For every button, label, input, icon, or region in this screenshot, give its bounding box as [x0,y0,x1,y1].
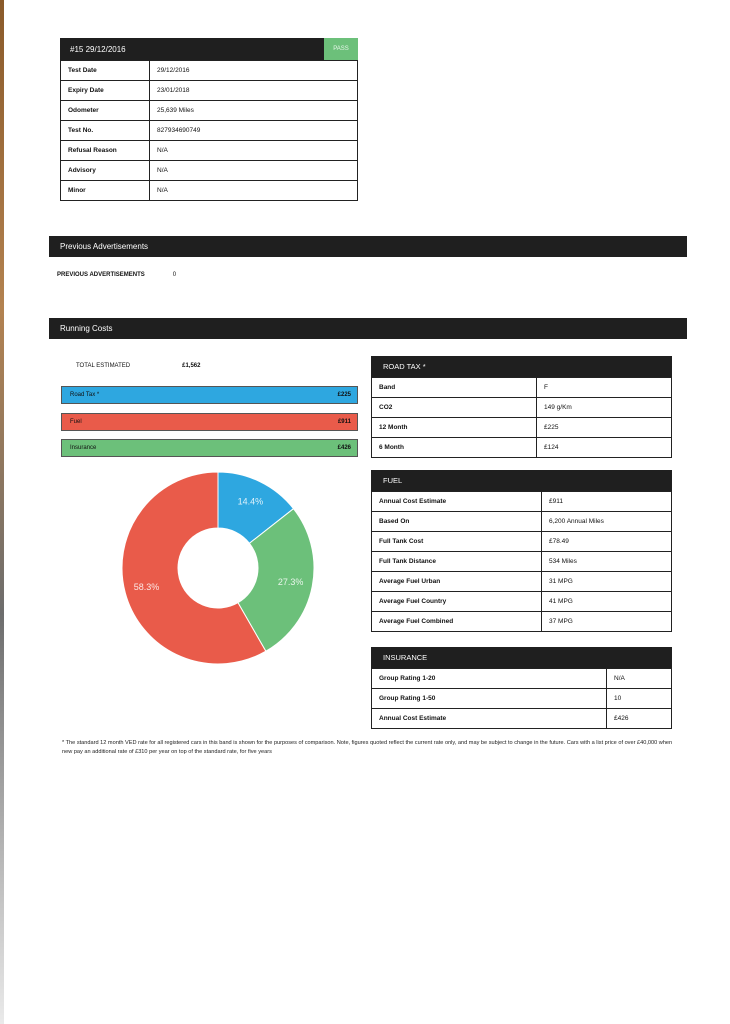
row-label: Test Date [61,61,150,81]
table-row [372,689,672,709]
running-costs-donut-chart [120,471,320,665]
previous-ads-row [57,272,176,278]
total-value: £1,562 [182,363,201,369]
table-row [61,141,358,161]
row-label: Expiry Date [61,81,150,101]
table-row [372,532,672,552]
row-value: N/A [150,161,358,181]
bar-value: £426 [337,445,351,451]
table-row [372,492,672,512]
row-label: Annual Cost Estimate [372,709,607,729]
row-label: Average Fuel Country [372,592,542,612]
row-label: Advisory [61,161,150,181]
road-tax-title: ROAD TAX * [371,356,672,377]
row-label: CO2 [372,398,537,418]
fuel-panel [371,470,672,632]
row-label: Based On [372,512,542,532]
fuel-title: FUEL [371,470,672,491]
previous-ads-count: 0 [172,272,177,278]
running-costs-header: Running Costs [49,318,687,339]
insurance-cost-bar [61,439,358,457]
paper-edge [0,0,4,1024]
table-row [372,612,672,632]
row-value: 25,639 Miles [150,101,358,121]
mot-status-badge: PASS [324,38,358,60]
total-estimated [76,363,200,369]
donut-label-road-tax: 14.4% [237,496,264,507]
total-label: TOTAL ESTIMATED [76,363,131,369]
row-label: Minor [61,181,150,201]
row-label: Test No. [61,121,150,141]
row-label: 12 Month [372,418,537,438]
table-row [372,709,672,729]
donut-label-fuel: 58.3% [133,582,160,593]
table-row [372,572,672,592]
bar-label: Fuel [70,419,82,425]
previous-ads-label: PREVIOUS ADVERTISEMENTS [57,272,145,278]
row-value: 827934690749 [150,121,358,141]
row-value: £911 [542,492,672,512]
previous-ads-header: Previous Advertisements [49,236,687,257]
mot-details-table [60,60,358,201]
row-value: N/A [150,181,358,201]
row-label: Full Tank Distance [372,552,542,572]
table-row [372,418,672,438]
row-value: F [537,378,672,398]
row-value: £124 [537,438,672,458]
row-value: 41 MPG [542,592,672,612]
table-row [372,398,672,418]
row-value: N/A [150,141,358,161]
row-label: Group Rating 1-20 [372,669,607,689]
row-value: 534 Miles [542,552,672,572]
insurance-panel [371,647,672,729]
table-row [372,552,672,572]
row-label: 6 Month [372,438,537,458]
row-label: Average Fuel Combined [372,612,542,632]
row-value: 10 [607,689,672,709]
row-label: Odometer [61,101,150,121]
mot-title: #15 29/12/2016 [70,44,126,54]
table-row [61,81,358,101]
bar-value: £225 [337,392,351,398]
row-value: £78.49 [542,532,672,552]
table-row [61,121,358,141]
mot-record [60,38,358,201]
row-label: Band [372,378,537,398]
insurance-table [371,668,672,729]
row-value: 23/01/2018 [150,81,358,101]
table-row [372,438,672,458]
fuel-table [371,491,672,632]
row-label: Full Tank Cost [372,532,542,552]
row-label: Average Fuel Urban [372,572,542,592]
table-row [372,669,672,689]
table-row [372,512,672,532]
table-row [61,181,358,201]
row-value: 31 MPG [542,572,672,592]
donut-label-insurance: 27.3% [277,577,304,588]
road-tax-table [371,377,672,458]
row-value: 37 MPG [542,612,672,632]
insurance-title: INSURANCE [371,647,672,668]
bar-value: £911 [337,419,351,425]
mot-header [60,38,358,60]
road-tax-panel [371,356,672,458]
table-row [372,378,672,398]
row-value: 149 g/Km [537,398,672,418]
table-row [372,592,672,612]
road-tax-footnote: * The standard 12 month VED rate for all registered cars in this band is shown for the purposes of comparison. Note, figures quoted reflect the current rate only, and may be subject to change in the future. Cars with a list price of over £40,000 when new pay an additional rate of £310 per year on top of the standard rate, for five years [62,740,673,755]
row-label: Refusal Reason [61,141,150,161]
row-value: £225 [537,418,672,438]
row-value: N/A [607,669,672,689]
row-label: Group Rating 1-50 [372,689,607,709]
row-value: 29/12/2016 [150,61,358,81]
row-value: £426 [607,709,672,729]
road-tax-cost-bar [61,386,358,404]
fuel-cost-bar [61,413,358,431]
row-value: 6,200 Annual Miles [542,512,672,532]
bar-label: Road Tax * [70,392,100,398]
table-row [61,61,358,81]
row-label: Annual Cost Estimate [372,492,542,512]
table-row [61,161,358,181]
bar-label: Insurance [70,445,97,451]
table-row [61,101,358,121]
